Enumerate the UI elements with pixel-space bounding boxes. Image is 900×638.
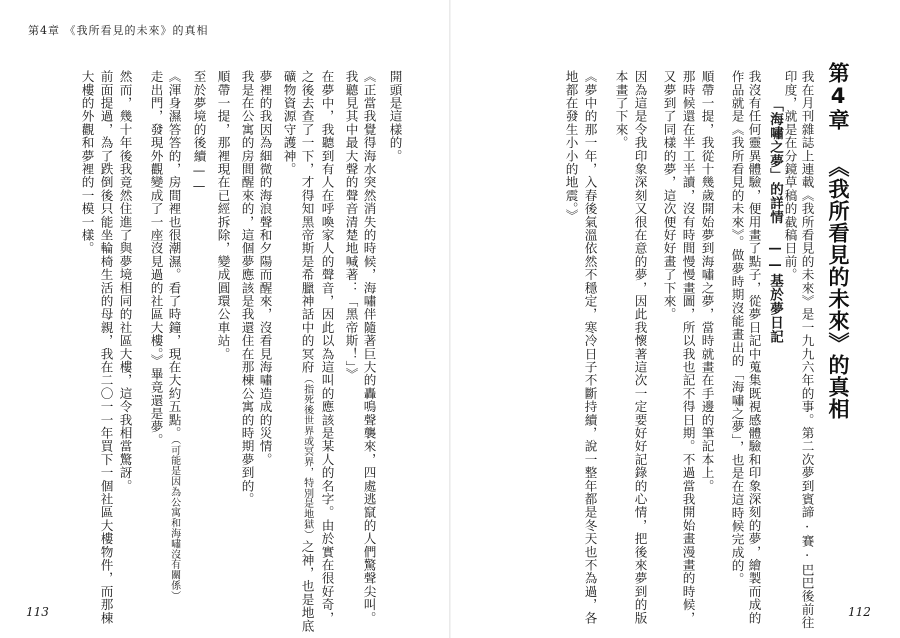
body-line: 然而，幾十年後我竟然住進了與夢境相同的社區大樓，這令我相當驚訝。: [117, 70, 133, 493]
body-line: 前面提過，為了跌倒後只能坐輪椅生活的母親，我在二〇一一年買下一個社區大樓物件，而那棟: [98, 70, 114, 625]
running-head: 第4章 《我所看見的未來》的真相: [28, 24, 209, 37]
body-line: 我聽見其中最大聲的聲音清楚地喊著：「黑帝斯！」》: [343, 70, 359, 381]
body-line: 我是在公寓的房間醒來的，這個夢應該是我還住在那棟公寓的時期夢到的。: [239, 70, 255, 506]
chapter-title: 第4章 《我所看見的未來》的真相: [826, 62, 850, 420]
body-line: 礦物資源守護神。: [281, 70, 297, 176]
body-line: 在夢中，我聽到有人在呼喚家人的聲音，因此以為這叫的應該是某人的名字。由於實在很好奇，: [319, 70, 335, 625]
body-line: 走出門，發現外觀變成了一座沒見過的社區大樓。》畢竟還是夢。: [148, 70, 164, 447]
body-line: 地都在發生小小的地震。》: [563, 70, 579, 223]
page-number-right: 112: [848, 605, 871, 619]
body-line: 《夢中的那一年，入春後氣溫依然不穩定，寒冷日子不斷持續，說一整年都是冬天也不為過，各: [582, 70, 598, 625]
body-line: 《正當我覺得海水突然消失的時候，海嘯伴隨著巨大的轟鳴聲襲來，四處逃竄的人們驚聲尖叫。: [361, 70, 377, 625]
body-line: 又夢到了同樣的夢，這次便好好畫了下來。: [661, 70, 677, 321]
body-line: 至於夢境的後續——: [191, 70, 207, 194]
section-title: 「海嘯之夢」的詳情 ——基於夢日記: [767, 98, 783, 344]
body-line: 印度，就是在分鏡草稿的截稿日前。: [782, 70, 798, 282]
body-text: 之神，也是地底: [299, 540, 315, 633]
inline-note: （可能是因為公寓和海嘯沒有關係）: [168, 439, 180, 602]
body-line: 我沒有任何靈異體驗，便用畫了點子，從夢日記中蒐集既視感體驗和印象深刻的夢，繪製而成的: [746, 70, 762, 625]
body-line: 夢裡的我因為細微的海浪聲和夕陽而醒來，沒看見海嘯造成的災情。: [257, 70, 273, 466]
body-text: 之後去查了一下，才得知黑帝斯是希臘神話中的冥府: [299, 70, 315, 374]
body-line: 大樓的外觀和夢裡的一模一樣。: [79, 70, 95, 255]
book-gutter: [449, 0, 451, 638]
page-number-left: 113: [26, 605, 49, 619]
body-line: 我在月刊雜誌上連載《我所看見的未來》是一九九六年的事。第二次夢到賓諦·賽·巴巴後前往: [799, 70, 815, 630]
body-line: 順帶一提，那裡現在已經拆除，變成圓環公車站。: [215, 70, 231, 361]
body-line-with-note: [299, 70, 315, 633]
inline-note: （指死後世界或冥界，特別是地獄）: [301, 373, 313, 541]
body-line: 本畫了下來。: [613, 70, 629, 150]
body-line: 那時候還在半工半讀，沒有時間慢慢畫圖，所以我也記不得日期。不過當我開始畫漫畫的時候，: [680, 70, 696, 625]
body-line: 順帶一提，我從十幾歲開始夢到海嘯之夢，當時就畫在手邊的筆記本上。: [699, 70, 715, 493]
body-line-with-note: [166, 70, 182, 602]
body-line: 因為這是令我印象深刻又很在意的夢，因此我懷著這次一定要好好記錄的心情，把後來夢到的版: [632, 70, 648, 625]
body-text: 《渾身濕答答的，房間裡也很潮濕。看了時鐘，現在大約五點。: [166, 70, 182, 440]
body-line: 作品就是《我所看見的未來》。做夢時期沒能畫出的「海嘯之夢」，也是在這時候完成的。: [729, 70, 745, 586]
body-line: 開頭是這樣的。: [387, 70, 403, 163]
